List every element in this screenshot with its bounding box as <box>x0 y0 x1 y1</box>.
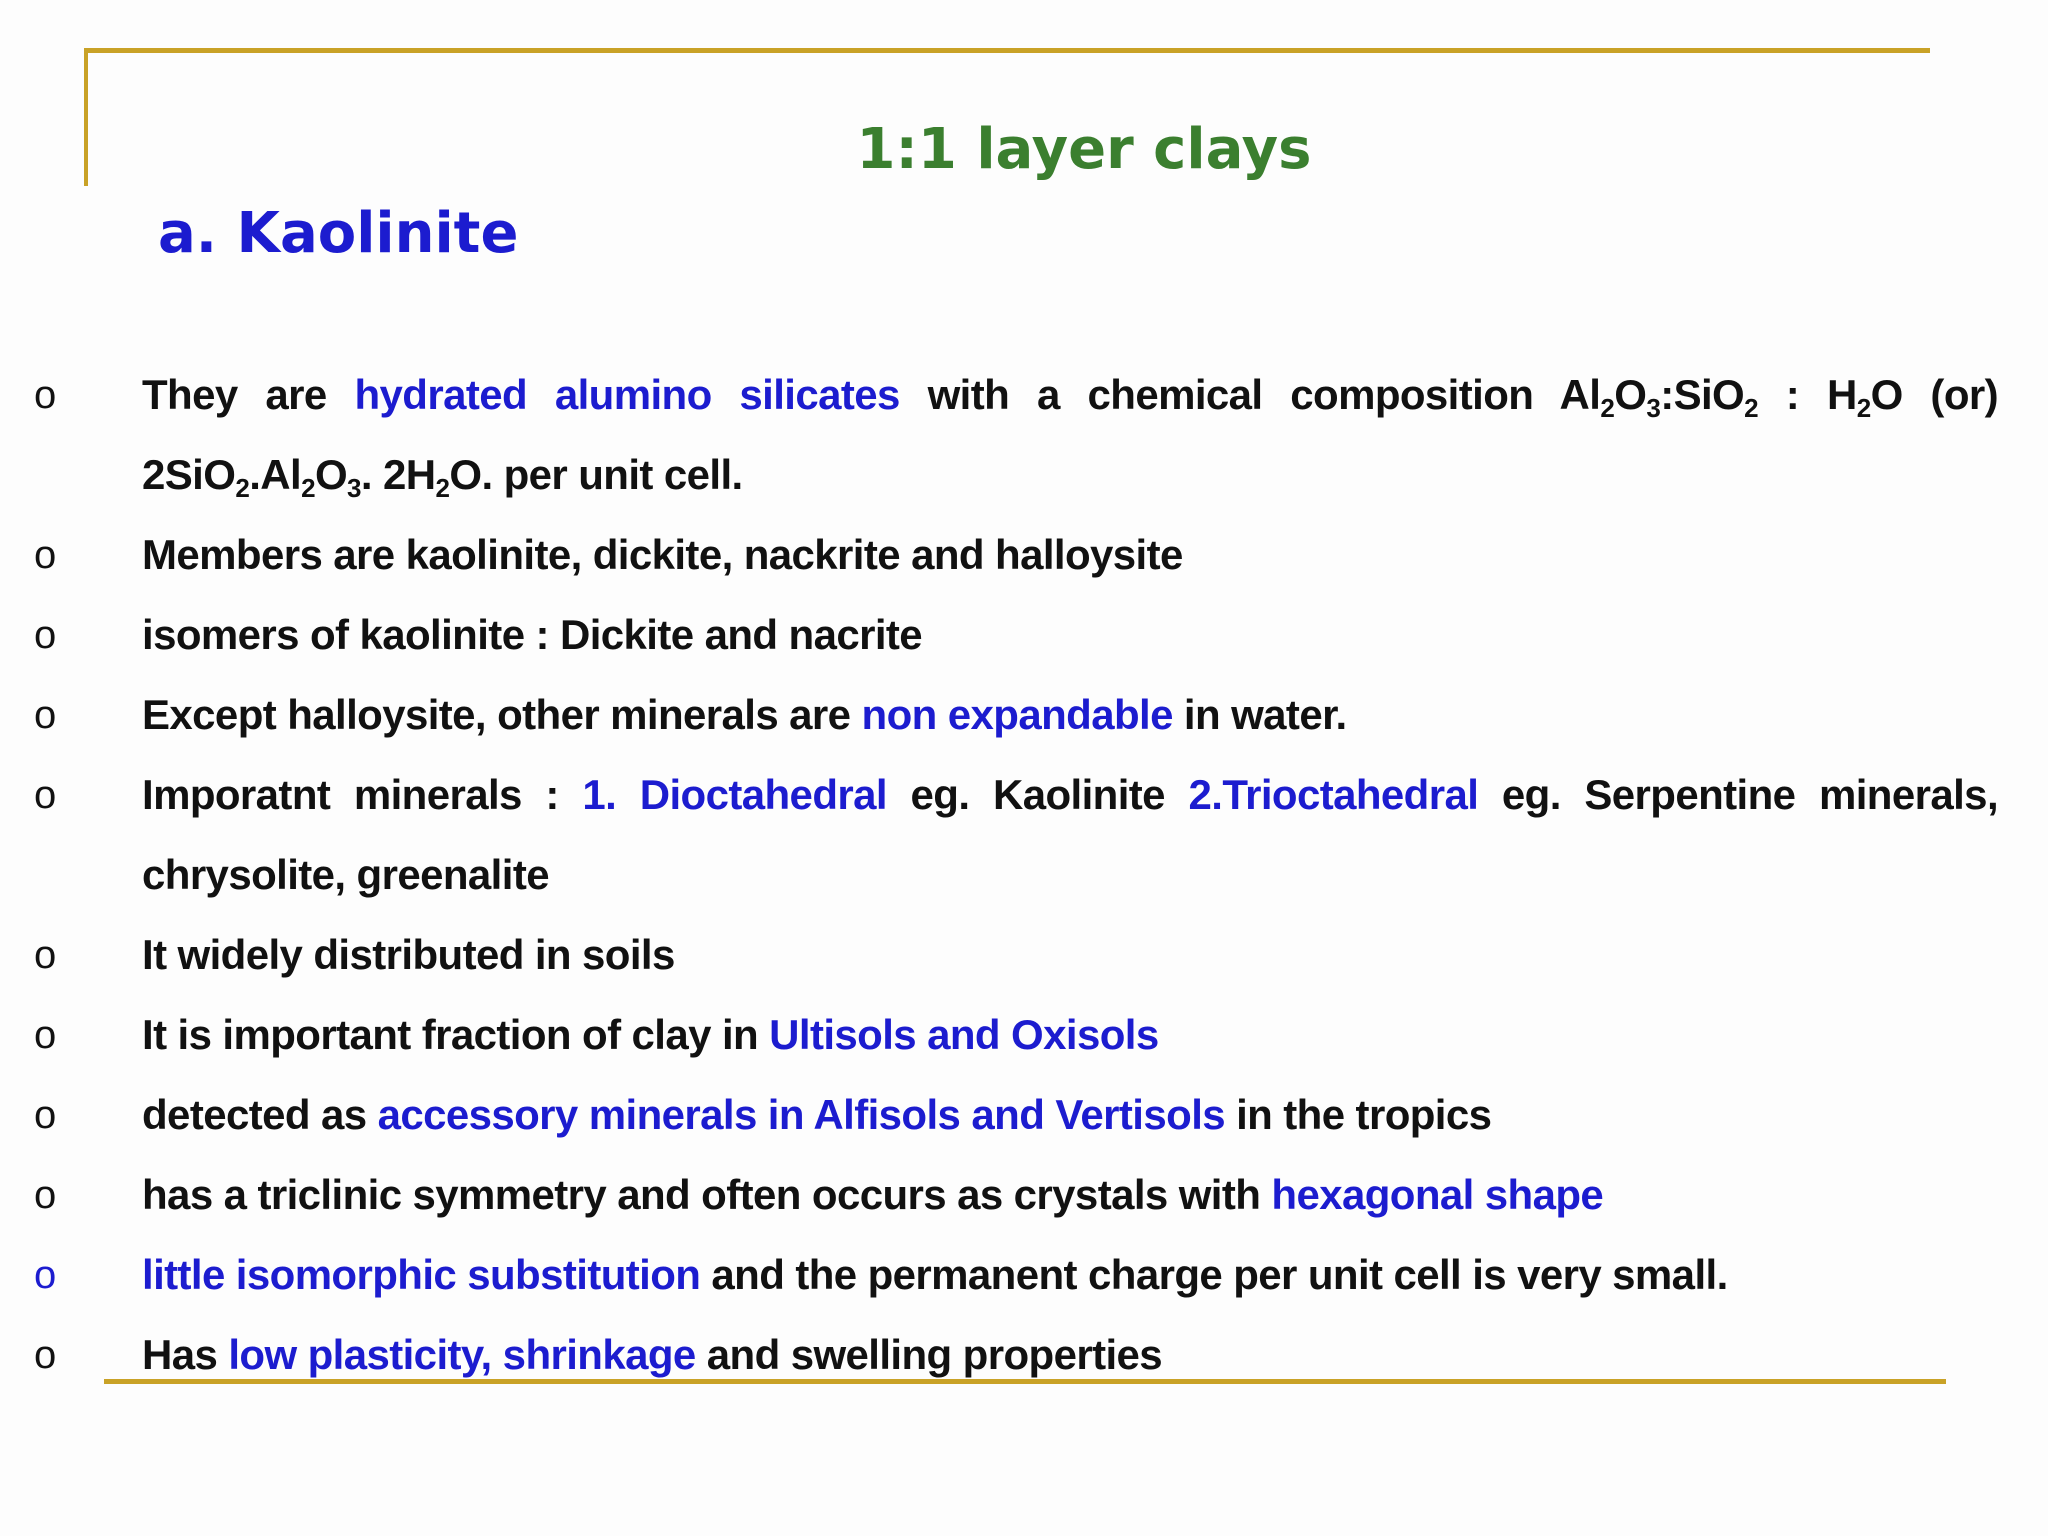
bullet-item-distribution <box>0 915 2048 995</box>
highlight-text: low plasticity, shrinkage <box>228 1331 696 1378</box>
bullet-marker: o <box>34 773 56 817</box>
bullet-marker: o <box>34 1333 56 1377</box>
subscript: 2 <box>1856 393 1871 423</box>
bullet-text: .Al <box>249 451 302 498</box>
bullet-text: O <box>314 451 348 498</box>
bullet-item-important-minerals <box>0 755 2048 915</box>
bullet-text: in water. <box>1172 691 1347 738</box>
bullet-marker: o <box>34 1013 56 1057</box>
bullet-text: eg. Kaolinite <box>886 771 1189 818</box>
bullet-text: and the permanent charge per unit cell is very small. <box>700 1251 1728 1298</box>
bullet-item-symmetry <box>0 1155 2048 1235</box>
highlight-text: hexagonal shape <box>1271 1171 1604 1218</box>
subscript: 3 <box>1646 393 1661 423</box>
top-rule <box>84 48 1930 53</box>
bullet-item-substitution <box>0 1235 2048 1315</box>
subscript: 2 <box>235 473 250 503</box>
bullet-text: . 2H <box>360 451 436 498</box>
highlight-text: 2.Trioctahedral <box>1188 771 1479 818</box>
bullet-text: has a triclinic symmetry and often occurs as crystals with <box>142 1171 1272 1218</box>
bullet-text: and swelling properties <box>695 1331 1163 1378</box>
bullet-text: Imporatnt minerals : <box>142 771 583 818</box>
highlight-text: 1. Dioctahedral <box>582 771 887 818</box>
highlight-text: accessory minerals in Alfisols and Vertisols <box>377 1091 1226 1138</box>
highlight-text: Ultisols and Oxisols <box>769 1011 1159 1058</box>
bullet-text: They are <box>142 371 355 418</box>
bullet-text: O <box>1614 371 1647 418</box>
bullet-text: Has <box>142 1331 229 1378</box>
bullet-marker: o <box>34 1253 56 1297</box>
subscript: 3 <box>347 473 361 503</box>
bullet-text: detected as <box>142 1091 378 1138</box>
bullet-text: O. per unit cell. <box>449 451 743 498</box>
bullet-marker: o <box>34 933 56 977</box>
bullet-text: eg. Serpentine minerals, chrysolite, greenalite <box>142 771 1999 898</box>
bullet-item-members <box>0 515 2048 595</box>
highlight-text: non expandable <box>861 691 1173 738</box>
bullet-marker: o <box>34 373 56 417</box>
bullet-text: It is important fraction of clay in <box>142 1011 770 1058</box>
bullet-item-isomers <box>0 595 2048 675</box>
section-heading: a. Kaolinite <box>158 201 519 266</box>
highlight-text: hydrated alumino silicates <box>354 371 900 418</box>
bullet-item-composition <box>0 355 2048 515</box>
subscript: 2 <box>1744 393 1759 423</box>
subscript: 2 <box>301 473 315 503</box>
bullet-text: Members are kaolinite, dickite, nackrite and halloysite <box>142 531 1183 578</box>
bullet-marker: o <box>34 613 56 657</box>
bullet-text: in the tropics <box>1225 1091 1492 1138</box>
bullet-text: O (or) 2SiO <box>142 371 1999 498</box>
bullet-item-expandability <box>0 675 2048 755</box>
bullet-item-ultisols <box>0 995 2048 1075</box>
bullet-text: :SiO <box>1660 371 1745 418</box>
bottom-rule <box>104 1379 1946 1384</box>
bullet-marker: o <box>34 533 56 577</box>
bullet-item-accessory <box>0 1075 2048 1155</box>
bullet-text: It widely distributed in soils <box>142 931 675 978</box>
highlight-text: little isomorphic substitution <box>142 1251 701 1298</box>
slide-title: 1:1 layer clays <box>856 117 1312 182</box>
bullet-text: isomers of kaolinite : Dickite and nacrite <box>142 611 923 658</box>
bullet-text: Except halloysite, other minerals are <box>142 691 862 738</box>
bullet-marker: o <box>34 1173 56 1217</box>
bullet-text: with a chemical composition Al <box>899 371 1601 418</box>
bullet-text: : H <box>1758 371 1857 418</box>
bullet-list <box>0 355 2048 1395</box>
bullet-marker: o <box>34 1093 56 1137</box>
subscript: 2 <box>1600 393 1615 423</box>
bullet-marker: o <box>34 693 56 737</box>
subscript: 2 <box>435 473 450 503</box>
